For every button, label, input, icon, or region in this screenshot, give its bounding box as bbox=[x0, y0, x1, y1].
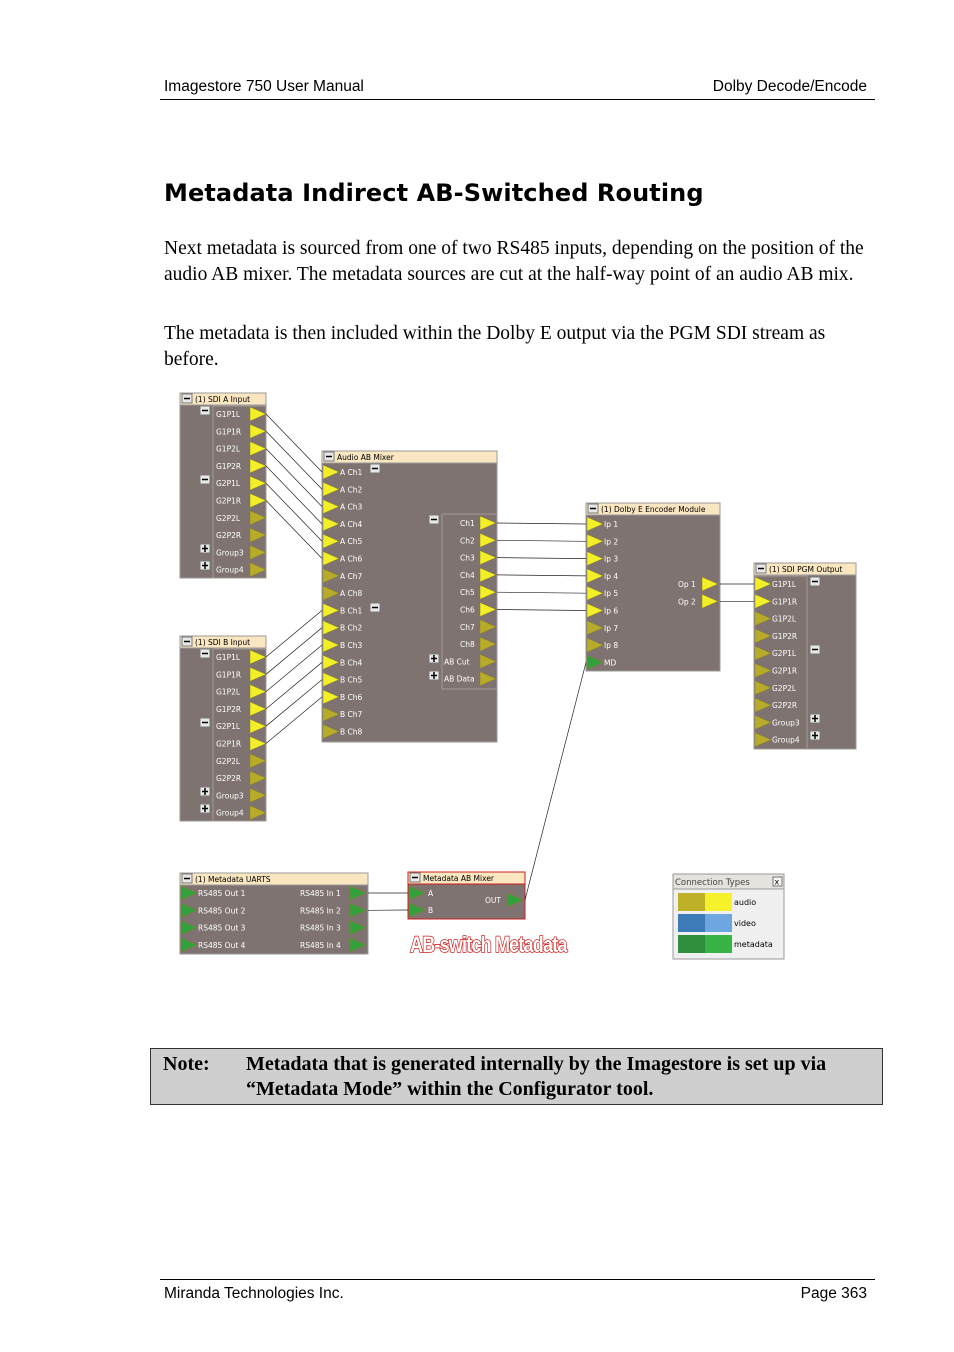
mixer-out-label: AB Data bbox=[444, 674, 475, 684]
wire-sdi-b-0 bbox=[266, 610, 322, 657]
wire-mix-enc-1 bbox=[497, 540, 586, 541]
legend-label: video bbox=[734, 919, 756, 928]
legend-swatch-b-metadata bbox=[705, 935, 732, 953]
mixer-in-label: B Ch3 bbox=[340, 641, 363, 650]
mixer-in-label: A Ch7 bbox=[340, 571, 363, 581]
legend-swatch-b-video bbox=[705, 914, 732, 932]
wire-mix-enc-5 bbox=[497, 610, 586, 611]
wire-sdi-a-3 bbox=[266, 466, 322, 524]
sdi_b-port-label: Group3 bbox=[216, 791, 244, 801]
pgm-port-label: G2P1R bbox=[772, 666, 798, 676]
mixer-title: Audio AB Mixer bbox=[337, 453, 394, 462]
sdi_a-port-label: G2P2R bbox=[216, 531, 242, 541]
wire-sdi-a-0 bbox=[266, 414, 322, 472]
mixer-in-label: A Ch8 bbox=[340, 589, 363, 599]
legend-swatch-b-audio bbox=[705, 893, 732, 911]
mixer-out-label: Ch1 bbox=[460, 519, 475, 528]
sdi_b-port-label: G2P1R bbox=[216, 739, 242, 749]
mixer-in-label: B Ch6 bbox=[340, 692, 363, 702]
wire-sdi-a-5 bbox=[266, 501, 322, 559]
sdi_b-port-label: G1P1R bbox=[216, 670, 242, 680]
pgm-port-label: G1P2L bbox=[772, 614, 797, 624]
uarts-right-label: RS485 In 4 bbox=[300, 940, 341, 950]
wire-sdi-a-4 bbox=[266, 483, 322, 541]
header-left: Imagestore 750 User Manual bbox=[164, 78, 364, 95]
legend-swatch-a-metadata bbox=[678, 935, 705, 953]
md-mixer-out-label: OUT bbox=[485, 896, 501, 905]
wire-mix-enc-3 bbox=[497, 575, 586, 576]
mixer-out-label: Ch6 bbox=[460, 605, 475, 615]
encoder-in-label: Ip 4 bbox=[604, 571, 619, 581]
mixer-in-label: A Ch3 bbox=[340, 502, 363, 512]
uarts-left-label: RS485 Out 2 bbox=[198, 906, 246, 916]
sdi_b-port-label: Group4 bbox=[216, 808, 244, 818]
mixer-out-label: Ch5 bbox=[460, 588, 475, 598]
note-label: Note: bbox=[163, 1053, 210, 1075]
uarts-right-label: RS485 In 2 bbox=[300, 906, 341, 916]
wire-sdi-b-1 bbox=[266, 628, 322, 675]
sdi_a-port-label: G2P1L bbox=[216, 479, 241, 489]
note-text: Metadata that is generated internally by the Imagestore is set up via “Metadata Mode” within the Configurator tool. bbox=[246, 1053, 827, 1100]
sdi_a-port-label: G2P2L bbox=[216, 513, 241, 523]
legend-swatch-a-audio bbox=[678, 893, 705, 911]
footer-rule bbox=[160, 1279, 875, 1280]
wire-mix-enc-0 bbox=[497, 523, 586, 524]
uarts-title: (1) Metadata UARTS bbox=[195, 875, 271, 884]
mixer-in-label: A Ch6 bbox=[340, 554, 363, 564]
wire-mix-enc-2 bbox=[497, 558, 586, 559]
sdi_b-port-label: G2P2L bbox=[216, 756, 241, 766]
mixer-in-label: A Ch1 bbox=[340, 468, 363, 477]
encoder-in-label: MD bbox=[604, 658, 617, 668]
encoder-in-label: Ip 1 bbox=[604, 520, 619, 529]
wire-sdi-a-1 bbox=[266, 431, 322, 489]
md-mixer-title: Metadata AB Mixer bbox=[423, 874, 495, 883]
mixer-out-label: Ch4 bbox=[460, 570, 475, 580]
mixer-in-label: B Ch7 bbox=[340, 710, 363, 720]
encoder-in-label: Ip 8 bbox=[604, 641, 619, 651]
pgm-title: (1) SDI PGM Output bbox=[769, 565, 843, 574]
legend-swatch-a-video bbox=[678, 914, 705, 932]
mixer-out-label: Ch7 bbox=[460, 622, 475, 632]
mixer-in-label: A Ch2 bbox=[340, 485, 363, 495]
uarts-left-label: RS485 Out 1 bbox=[198, 889, 246, 898]
pgm-port-label: G2P2L bbox=[772, 683, 797, 693]
pgm-block bbox=[754, 563, 856, 749]
md-mixer-in-label: A bbox=[428, 889, 434, 898]
sdi_a-port-label: G1P1L bbox=[216, 410, 241, 419]
footer-right: Page 363 bbox=[800, 1285, 867, 1302]
sdi_b-title: (1) SDI B Input bbox=[195, 638, 251, 647]
mixer-in-label: B Ch5 bbox=[340, 675, 363, 685]
body-paragraph-1: Next metadata is sourced from one of two RS485 inputs, depending on the position of the audio AB mixer. The metadata sources are cut at the half-way point of an audio AB mix. bbox=[164, 238, 864, 285]
sdi_a-port-label: G1P2R bbox=[216, 461, 242, 471]
encoder-in-label: Ip 5 bbox=[604, 589, 619, 599]
mixer-out-label: Ch8 bbox=[460, 640, 475, 650]
wire-sdi-b-4 bbox=[266, 680, 322, 727]
pgm-port-label: G2P1L bbox=[772, 649, 797, 659]
legend-close-glyph: x bbox=[774, 877, 780, 887]
uarts-right-label: RS485 In 3 bbox=[300, 923, 341, 933]
section-title: Metadata Indirect AB-Switched Routing bbox=[164, 179, 704, 207]
legend-title: Connection Types bbox=[675, 878, 750, 888]
sdi_a-port-label: G1P1R bbox=[216, 427, 242, 437]
encoder-out-label: Op 1 bbox=[678, 580, 696, 589]
mixer-in-label: B Ch1 bbox=[340, 606, 363, 616]
encoder-in-label: Ip 7 bbox=[604, 623, 619, 633]
encoder-title: (1) Dolby E Encoder Module bbox=[601, 505, 706, 514]
encoder-in-label: Ip 2 bbox=[604, 537, 619, 547]
pgm-port-label: G1P1L bbox=[772, 580, 797, 589]
wire-sdi-b-3 bbox=[266, 662, 322, 709]
wire-sdi-b-5 bbox=[266, 697, 322, 744]
pgm-port-label: G1P2R bbox=[772, 631, 798, 641]
md-mixer-in-label: B bbox=[428, 906, 434, 915]
diagram-caption: AB-switch Metadata bbox=[410, 933, 567, 958]
sdi_b-port-label: G1P2L bbox=[216, 687, 241, 697]
mixer-out-label: Ch3 bbox=[460, 553, 475, 563]
sdi_a-port-label: Group3 bbox=[216, 548, 244, 558]
pgm-port-label: G1P1R bbox=[772, 597, 798, 607]
wire-md-encoder bbox=[525, 662, 586, 900]
encoder-in-label: Ip 6 bbox=[604, 606, 619, 616]
sdi_a-port-label: G1P2L bbox=[216, 444, 241, 454]
legend-label: audio bbox=[734, 898, 757, 907]
encoder-in-label: Ip 3 bbox=[604, 554, 619, 564]
pgm-port-label: Group3 bbox=[772, 718, 800, 728]
pgm-port-label: G2P2R bbox=[772, 701, 798, 711]
mixer-in-label: A Ch5 bbox=[340, 537, 363, 547]
header-right: Dolby Decode/Encode bbox=[712, 78, 867, 95]
uarts-left-label: RS485 Out 4 bbox=[198, 940, 246, 950]
note-box bbox=[150, 1048, 883, 1105]
sdi_b-port-label: G2P1L bbox=[216, 722, 241, 732]
mixer-in-label: B Ch2 bbox=[340, 623, 363, 633]
body-paragraph-2: The metadata is then included within the Dolby E output via the PGM SDI stream as before. bbox=[164, 323, 826, 370]
wire-sdi-b-2 bbox=[266, 645, 322, 692]
sdi_b-port-label: G1P1L bbox=[216, 653, 241, 662]
footer-left: Miranda Technologies Inc. bbox=[164, 1285, 344, 1302]
uarts-right-label: RS485 In 1 bbox=[300, 889, 341, 898]
sdi_a-port-label: G2P1R bbox=[216, 496, 242, 506]
wire-mix-enc-4 bbox=[497, 592, 586, 593]
mixer-in-label: B Ch8 bbox=[340, 727, 363, 737]
mixer-out-label: Ch2 bbox=[460, 536, 475, 546]
legend-label: metadata bbox=[734, 940, 773, 949]
uarts-left-label: RS485 Out 3 bbox=[198, 923, 246, 933]
encoder-out-label: Op 2 bbox=[678, 597, 696, 607]
mixer-in-label: B Ch4 bbox=[340, 658, 363, 668]
mixer-out-label: AB Cut bbox=[444, 657, 470, 667]
wire-sdi-a-2 bbox=[266, 449, 322, 507]
sdi_b-port-label: G2P2R bbox=[216, 774, 242, 784]
sdi_a-title: (1) SDI A Input bbox=[195, 395, 251, 404]
mixer-in-label: A Ch4 bbox=[340, 519, 363, 529]
pgm-port-label: Group4 bbox=[772, 735, 800, 745]
sdi_a-port-label: Group4 bbox=[216, 565, 244, 575]
sdi_b-port-label: G1P2R bbox=[216, 704, 242, 714]
